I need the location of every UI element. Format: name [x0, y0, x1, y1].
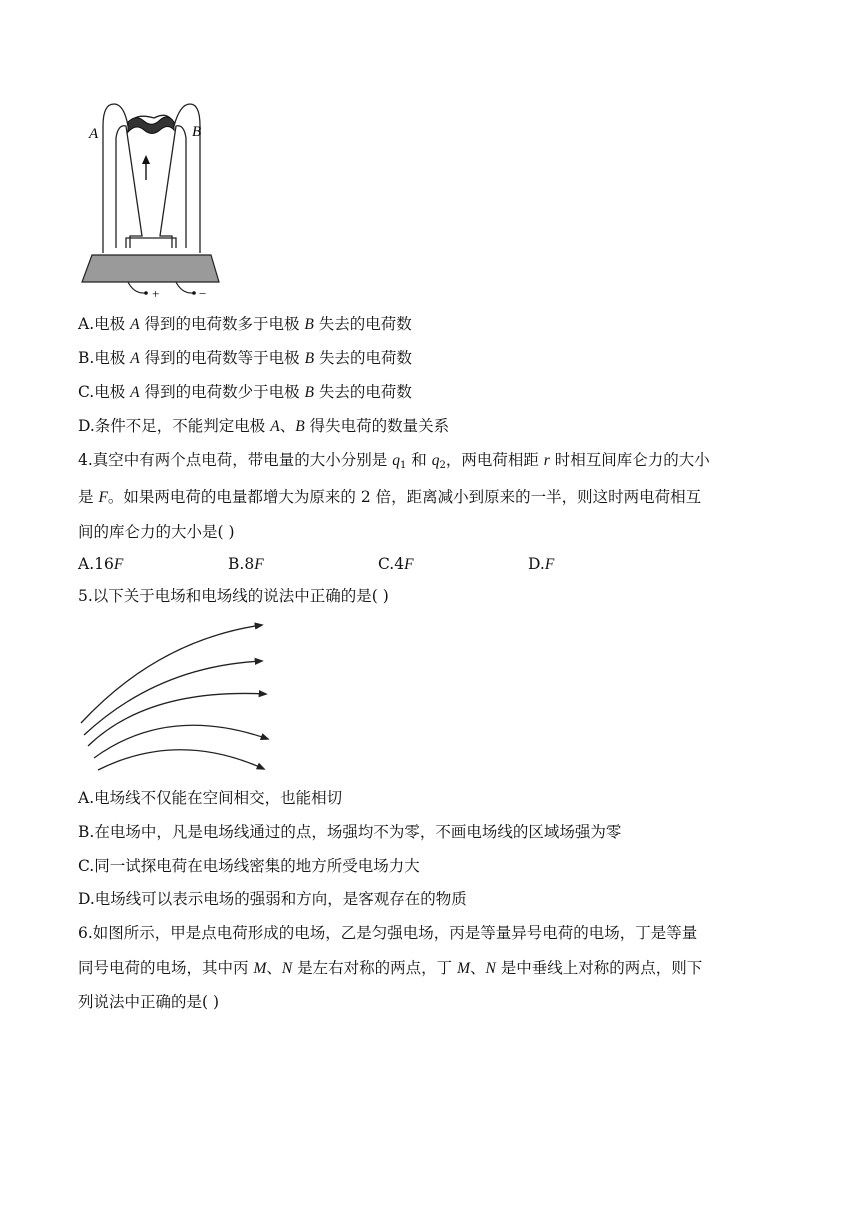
q3-option-d: D.条件不足，不能判定电极 A、B 得失电荷的数量关系 [78, 417, 450, 435]
q4-option-b: B.8F [228, 555, 264, 573]
q6-stem-line1: 6.如图所示，甲是点电荷形成的电场，乙是匀强电场，丙是等量异号电荷的电场，丁是等量 [78, 924, 698, 942]
field-lines-figure [78, 618, 278, 778]
field-line-1 [81, 625, 262, 723]
q5-option-a: A.电场线不仅能在空间相交，也能相切 [78, 789, 343, 807]
q3-option-a: A.电极 A 得到的电荷数多于电极 B 失去的电荷数 [78, 315, 412, 333]
plus-terminal: + [152, 286, 160, 301]
q4-stem-line3: 间的库仑力的大小是( ) [78, 523, 235, 541]
field-line-3 [88, 693, 266, 746]
electrode-apparatus-figure [78, 98, 228, 303]
q3-option-c: C.电极 A 得到的电荷数少于电极 B 失去的电荷数 [78, 383, 412, 401]
q5-option-d: D.电场线可以表示电场的强弱和方向，是客观存在的物质 [78, 890, 467, 908]
minus-terminal: − [199, 286, 207, 301]
label-a: A [89, 126, 99, 142]
q6-stem-line3: 列说法中正确的是( ) [78, 993, 220, 1011]
q4-stem-line2: 是 F。如果两电荷的电量都增大为原来的 2 倍，距离减小到原来的一半，则这时两电荷相互 [78, 488, 702, 506]
label-b: B [192, 124, 202, 140]
q4-option-c: C.4F [378, 555, 414, 573]
q5-option-b: B.在电场中，凡是电场线通过的点，场强均不为零，不画电场线的区域场强为零 [78, 823, 622, 841]
q4-option-d: D.F [528, 555, 555, 573]
q4-stem-line1: 4.真空中有两个点电荷，带电量的大小分别是 $q_1$ 和 $q_2$，两电荷相距 r 时相互间库仑力的大小 [78, 451, 710, 471]
field-line-2 [84, 661, 262, 735]
q4-option-a: A.16F [78, 555, 124, 573]
field-line-5 [98, 750, 264, 770]
q6-stem-line2: 同号电荷的电场，其中丙 M、N 是左右对称的两点，丁 M、N 是中垂线上对称的两点，则下 [78, 959, 703, 977]
q5-stem: 5.以下关于电场和电场线的说法中正确的是( ) [78, 587, 389, 605]
q5-option-c: C.同一试探电荷在电场线密集的地方所受电场力大 [78, 857, 420, 875]
q3-option-b: B.电极 A 得到的电荷数等于电极 B 失去的电荷数 [78, 349, 412, 367]
field-line-4 [94, 725, 268, 758]
